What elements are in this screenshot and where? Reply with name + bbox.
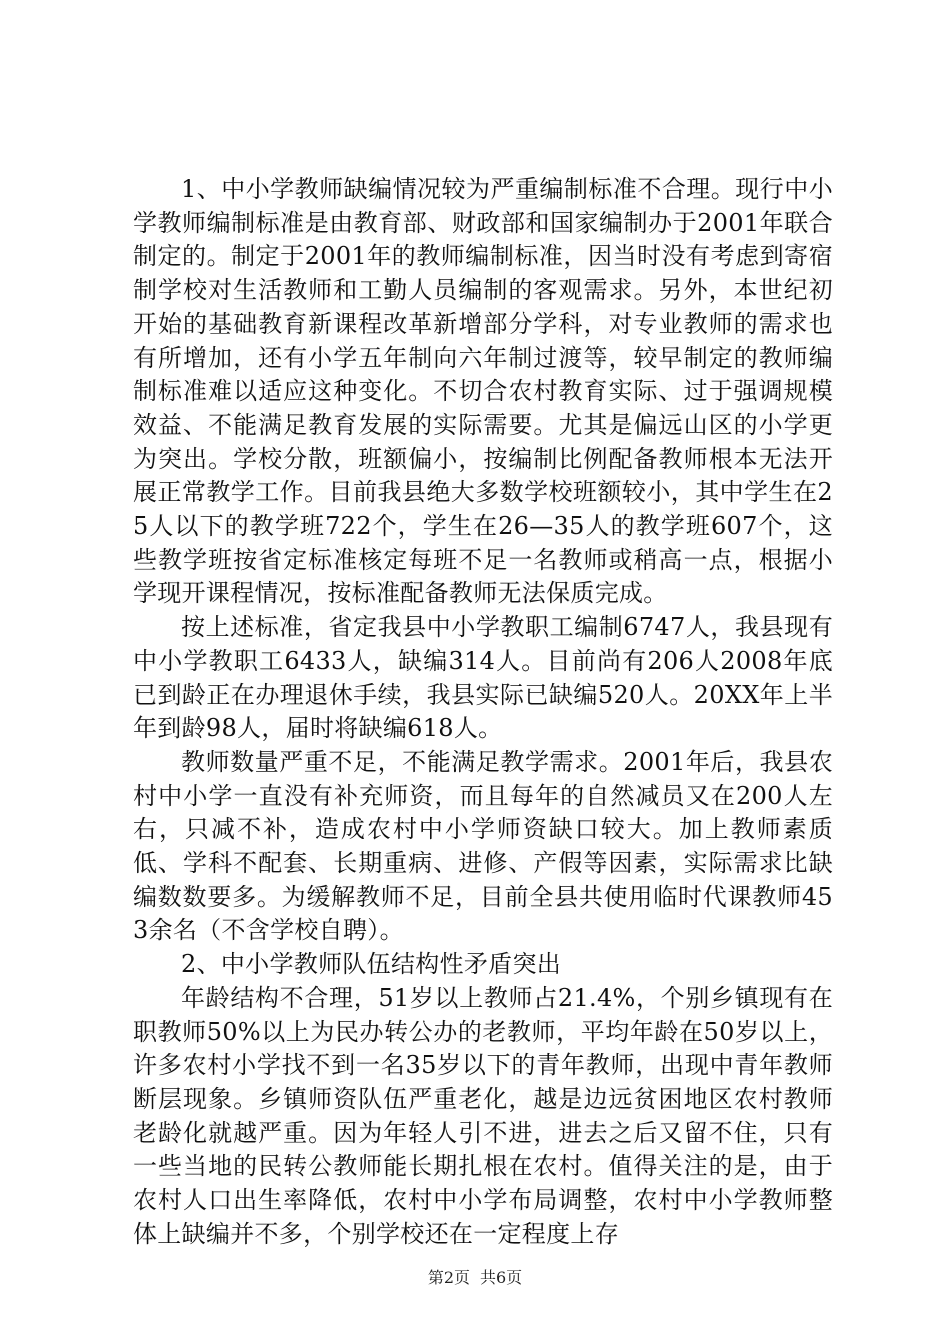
paragraph-age-structure: 年龄结构不合理，51岁以上教师占21.4%，个别乡镇现有在职教师50%以上为民办转公办的老教师，平均年龄在50岁以上，许多农村小学找不到一名35岁以下的青年教师，出现中青年教师断层现象。乡镇师资队伍严重老化，越是边远贫困地区农村教师老龄化就越严重。因为年轻人引不进，进去之后又留不住，只有一些当地的民转公教师能长期扎根在农村。值得关注的是，由于农村人口出生率降低，农村中小学布局调整，农村中小学教师整体上缺编并不多，个别学校还在一定程度上存 [133,983,833,1248]
paragraph-staffing-standard: 1、中小学教师缺编情况较为严重编制标准不合理。现行中小学教师编制标准是由教育部、财政部和国家编制办于2001年联合制定的。制定于2001年的教师编制标准，因当时没有考虑到寄宿制学校对生活教师和工勤人员编制的客观需求。另外，本世纪初开始的基础教育新课程改革新增部分学科，对专业教师的需求也有所增加，还有小学五年制向六年制过渡等，较早制定的教师编制标准难以适应这种变化。不切合农村教育实际、过于强调规模效益、不能满足教育发展的实际需要。尤其是偏远山区的小学更为突出。学校分散，班额偏小，按编制比例配备教师根本无法开展正常教学工作。目前我县绝大多数学校班额较小，其中学生在25人以下的教学班722个，学生在26—35人的教学班607个，这些教学班按省定标准核定每班不足一名教师或稍高一点，根据小学现开课程情况，按标准配备教师无法保质完成。 [133,175,833,608]
paragraph-staffing-numbers: 按上述标准，省定我县中小学教职工编制6747人，我县现有中小学教职工6433人，缺编314人。目前尚有206人2008年底已到龄正在办理退休手续，我县实际已缺编520人。20XX年上半年到龄98人，届时将缺编618人。 [133,613,833,743]
page-number: 第2页 [427,1268,470,1287]
document-body [133,173,833,1252]
page-total: 共6页 [480,1268,523,1287]
section-heading-structure: 2、中小学教师队伍结构性矛盾突出 [181,950,562,979]
paragraph-teacher-shortage: 教师数量严重不足，不能满足教学需求。2001年后，我县农村中小学一直没有补充师资，而且每年的自然减员又在200人左右，只减不补，造成农村中小学师资缺口较大。加上教师素质低、学科不配套、长期重病、进修、产假等因素，实际需求比缺编数数要多。为缓解教师不足，目前全县共使用临时代课教师453余名（不含学校自聘）。 [133,747,833,945]
page-footer [0,1268,950,1288]
